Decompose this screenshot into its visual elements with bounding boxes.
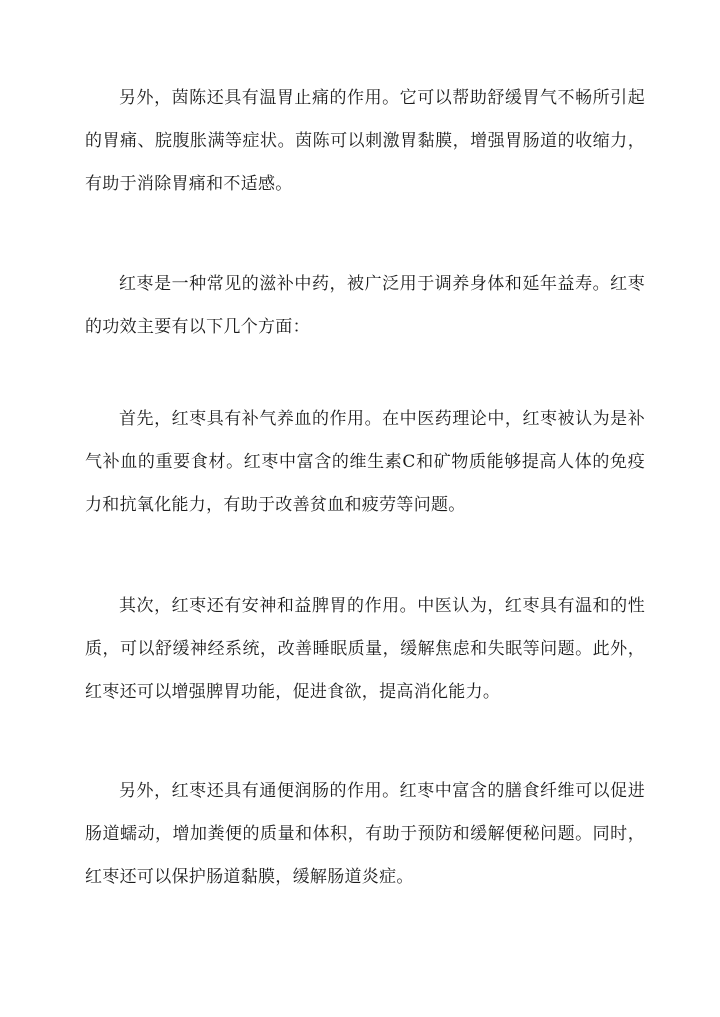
paragraph-jujube-intro: 红枣是一种常见的滋补中药，被广泛用于调养身体和延年益寿。红枣的功效主要有以下几个方面： [85,274,645,337]
paragraph-jujube-calming: 其次，红枣还有安神和益脾胃的作用。中医认为，红枣具有温和的性质，可以舒缓神经系统，改善睡眠质量，缓解焦虑和失眠等问题。此外，红枣还可以增强脾胃功能，促进食欲，提高消化能力。 [85,596,645,702]
paragraph-yinchen-stomach: 另外，茵陈还具有温胃止痛的作用。它可以帮助舒缓胃气不畅所引起的胃痛、脘腹胀满等症状。茵陈可以刺激胃黏膜，增强胃肠道的收缩力，有助于消除胃痛和不适感。 [85,88,645,194]
paragraph-jujube-digestion: 另外，红枣还具有通便润肠的作用。红枣中富含的膳食纤维可以促进肠道蠕动，增加粪便的质量和体积，有助于预防和缓解便秘问题。同时，红枣还可以保护肠道黏膜，缓解肠道炎症。 [85,781,645,887]
paragraph-jujube-qi-blood: 首先，红枣具有补气养血的作用。在中医药理论中，红枣被认为是补气补血的重要食材。红枣中富含的维生素C和矿物质能够提高人体的免疫力和抗氧化能力，有助于改善贫血和疲劳等问题。 [85,409,645,515]
